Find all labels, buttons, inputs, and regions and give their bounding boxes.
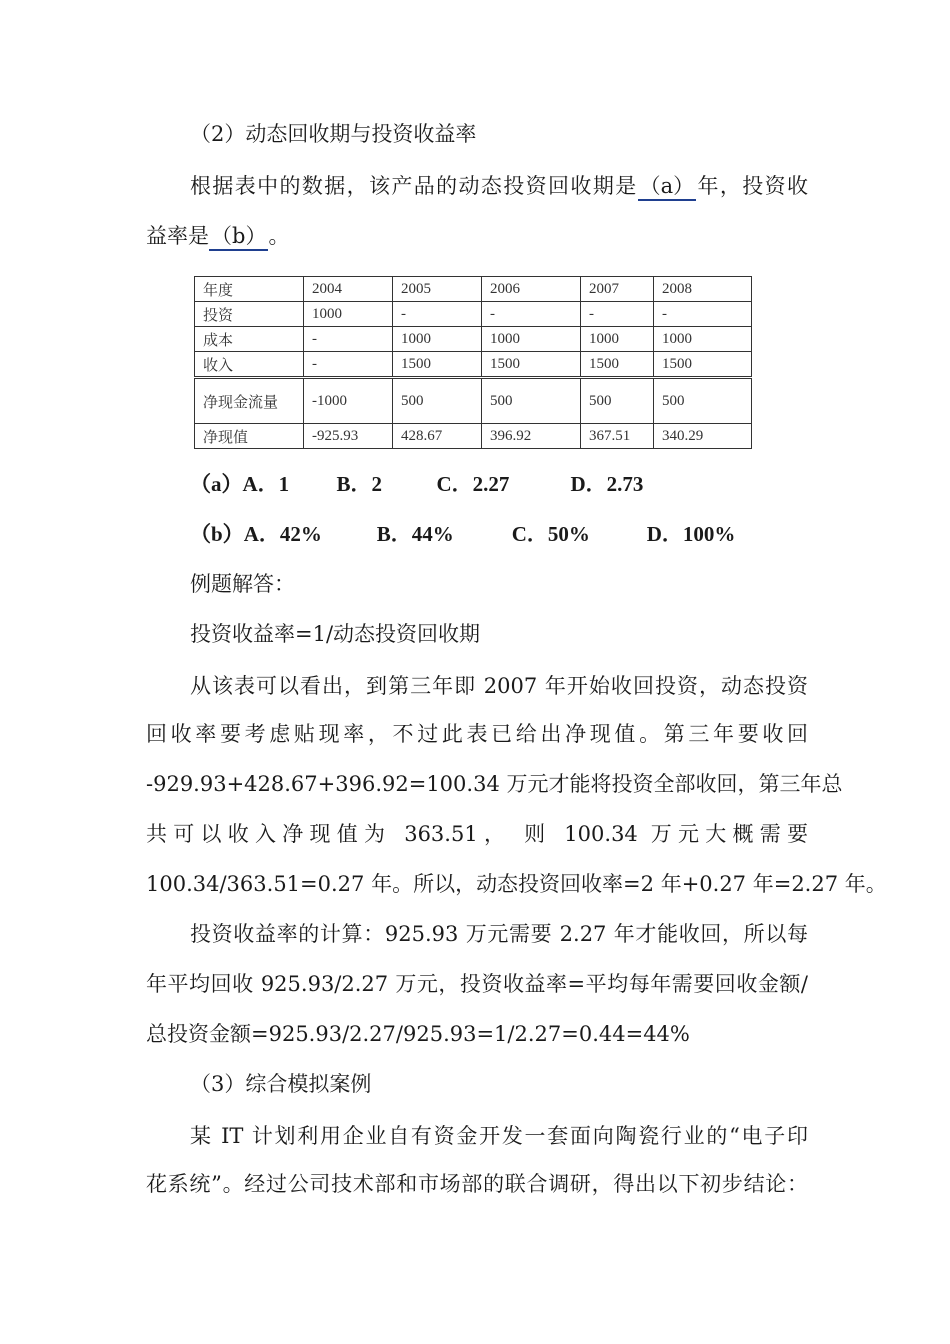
table-row xyxy=(195,352,752,378)
table-cell: 500 xyxy=(482,378,581,424)
question-line-2 xyxy=(146,222,808,251)
option-label: （b） xyxy=(190,522,244,546)
table-cell: 1500 xyxy=(581,352,654,378)
paragraph-line: 100.34/363.51=0.27 年。所以，动态投资回收率=2 年+0.27 年=2.27 年。 xyxy=(146,872,887,896)
option-label: （a） xyxy=(190,472,243,496)
table-cell: 428.67 xyxy=(393,424,482,449)
solution-title: 例题解答： xyxy=(190,572,295,596)
cashflow-table xyxy=(194,276,752,449)
table-cell: 367.51 xyxy=(581,424,654,449)
paragraph-line: 回收率要考虑贴现率，不过此表已给出净现值。第三年要收回 xyxy=(146,722,808,746)
table-cell: 1500 xyxy=(393,352,482,378)
option-b: B．44% xyxy=(376,522,454,546)
question-text: 益率是 xyxy=(146,224,209,248)
paragraph-line: 花系统”。经过公司技术部和市场部的联合调研，得出以下初步结论： xyxy=(146,1172,808,1196)
options-b xyxy=(190,520,808,548)
table-cell: 成本 xyxy=(195,327,304,352)
paragraph-line: 投资收益率的计算：925.93 万元需要 2.27 年才能收回，所以每 xyxy=(190,922,808,946)
table-cell: 2007 xyxy=(581,277,654,302)
table-cell: - xyxy=(304,327,393,352)
table-cell: -1000 xyxy=(304,378,393,424)
question-text: 。 xyxy=(268,224,290,248)
option-a: A．42% xyxy=(243,522,322,546)
table-cell: 1500 xyxy=(482,352,581,378)
table-cell: 340.29 xyxy=(654,424,752,449)
options-a xyxy=(190,470,808,498)
table-cell: 2006 xyxy=(482,277,581,302)
table-row xyxy=(195,424,752,449)
table-cell: 1500 xyxy=(654,352,752,378)
section-heading-2: （2）动态回收期与投资收益率 xyxy=(190,122,477,146)
table-cell: 500 xyxy=(581,378,654,424)
table-cell: 2008 xyxy=(654,277,752,302)
table-cell: - xyxy=(304,352,393,378)
table-cell: 1000 xyxy=(654,327,752,352)
answer-blank-b: （b） xyxy=(209,223,268,251)
table-row xyxy=(195,378,752,424)
table-cell: - xyxy=(482,302,581,327)
formula-line: 投资收益率=1/动态投资回收期 xyxy=(190,622,481,646)
table-cell: 投资 xyxy=(195,302,304,327)
table-cell: 1000 xyxy=(581,327,654,352)
table-cell: 年度 xyxy=(195,277,304,302)
table-cell: - xyxy=(654,302,752,327)
option-c: C．50% xyxy=(511,522,590,546)
table-cell: 1000 xyxy=(393,327,482,352)
paragraph-line: 某 IT 计划利用企业自有资金开发一套面向陶瓷行业的“电子印 xyxy=(190,1124,808,1148)
table-cell: 396.92 xyxy=(482,424,581,449)
table-cell: 500 xyxy=(393,378,482,424)
table-cell: - xyxy=(393,302,482,327)
question-text: 年，投资收 xyxy=(696,174,809,198)
table-row xyxy=(195,327,752,352)
paragraph-line: 总投资金额=925.93/2.27/925.93=1/2.27=0.44=44% xyxy=(146,1022,690,1046)
option-b: B．2 xyxy=(336,472,383,496)
answer-blank-a: （a） xyxy=(638,173,697,201)
paragraph-line: 共可以收入净现值为 363.51， 则 100.34 万元大概需要 xyxy=(146,822,808,846)
paragraph-line: 从该表可以看出，到第三年即 2007 年开始收回投资，动态投资 xyxy=(190,674,808,698)
table-cell: 500 xyxy=(654,378,752,424)
question-text: 根据表中的数据，该产品的动态投资回收期是 xyxy=(190,174,638,198)
question-line-1 xyxy=(190,172,808,201)
table-cell: 收入 xyxy=(195,352,304,378)
option-d: D．100% xyxy=(646,522,736,546)
table-cell: 2005 xyxy=(393,277,482,302)
option-c: C．2.27 xyxy=(436,472,510,496)
table-cell: 净现值 xyxy=(195,424,304,449)
table-cell: 净现金流量 xyxy=(195,378,304,424)
option-d: D．2.73 xyxy=(570,472,644,496)
paragraph-line: 年平均回收 925.93/2.27 万元，投资收益率=平均每年需要回收金额/ xyxy=(146,972,808,996)
paragraph-line: -929.93+428.67+396.92=100.34 万元才能将投资全部收回，第三年总 xyxy=(146,772,843,796)
table-cell: 2004 xyxy=(304,277,393,302)
table-cell: 1000 xyxy=(304,302,393,327)
section-heading-3: （3）综合模拟案例 xyxy=(190,1072,372,1096)
option-a: A．1 xyxy=(242,472,290,496)
table-cell: - xyxy=(581,302,654,327)
table-cell: 1000 xyxy=(482,327,581,352)
table-header-row xyxy=(195,277,752,302)
table-cell: -925.93 xyxy=(304,424,393,449)
table-row xyxy=(195,302,752,327)
